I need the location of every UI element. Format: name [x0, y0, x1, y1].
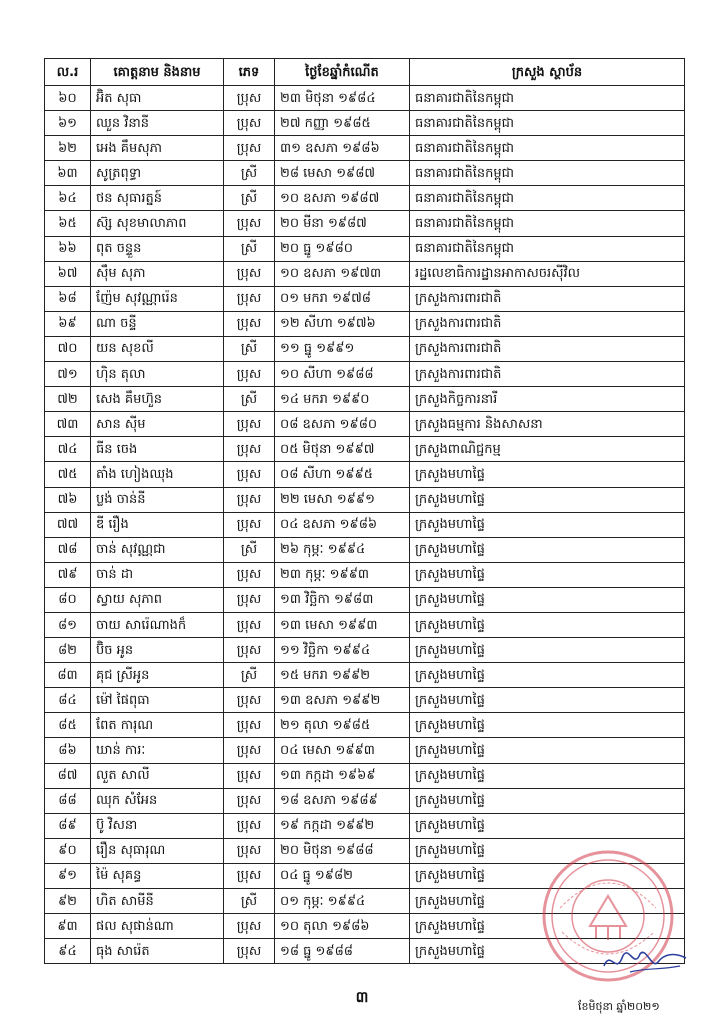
cell-sex: ប្រុស [224, 688, 275, 713]
cell-birthdate: ១៤ មករា ១៩៩០ [275, 387, 410, 412]
cell-ministry: ក្រសួងមហាផ្ទៃ [410, 638, 685, 663]
cell-ministry: ក្រសួងមហាផ្ទៃ [410, 512, 685, 537]
cell-ministry: ក្រសួងការពារជាតិ [410, 286, 685, 311]
cell-ministry: ក្រសួងពាណិជ្ជកម្ម [410, 437, 685, 462]
cell-number: ៩៣ [45, 914, 91, 939]
cell-number: ៦១ [45, 111, 91, 136]
cell-number: ៧៩ [45, 562, 91, 587]
cell-sex: ស្រី [224, 186, 275, 211]
table-row [45, 211, 685, 236]
cell-birthdate: ១១ ធ្នូ ១៩៩១ [275, 336, 410, 361]
cell-number: ៧២ [45, 387, 91, 412]
cell-birthdate: ២៨ មេសា ១៩៨៧ [275, 161, 410, 186]
table-row [45, 462, 685, 487]
cell-birthdate: ១៩ កក្កដា ១៩៩២ [275, 813, 410, 838]
cell-number: ៨០ [45, 587, 91, 612]
table-row [45, 186, 685, 211]
cell-number: ៩០ [45, 838, 91, 863]
cell-name: ចាន់ ដា [91, 562, 224, 587]
cell-name: ស៊្ស សុខមាលាភាព [91, 211, 224, 236]
cell-ministry: ធនាគារជាតិនៃកម្ពុជា [410, 236, 685, 261]
cell-sex: ប្រុស [224, 111, 275, 136]
cell-name: ឃាន់ ការៈ [91, 738, 224, 763]
cell-ministry: ក្រសួងមហាផ្ទៃ [410, 612, 685, 637]
cell-number: ៨៦ [45, 738, 91, 763]
cell-sex: ស្រី [224, 387, 275, 412]
cell-name: ធីន ចេង [91, 437, 224, 462]
cell-name: សូត្រពុទ្ធា [91, 161, 224, 186]
table-row [45, 311, 685, 336]
cell-name: ឌី រឿង [91, 512, 224, 537]
cell-sex: ប្រុស [224, 587, 275, 612]
cell-ministry: ក្រសួងមហាផ្ទៃ [410, 863, 685, 888]
cell-ministry: ក្រសួងមហាផ្ទៃ [410, 462, 685, 487]
cell-sex: ប្រុស [224, 838, 275, 863]
cell-ministry: ធនាគារជាតិនៃកម្ពុជា [410, 111, 685, 136]
cell-number: ៦៣ [45, 161, 91, 186]
table-row [45, 512, 685, 537]
cell-number: ៦៨ [45, 286, 91, 311]
page-number: ៣ [355, 988, 369, 1006]
table-row [45, 663, 685, 688]
cell-birthdate: ១៥ មករា ១៩៩២ [275, 663, 410, 688]
handwritten-signature [600, 940, 690, 980]
header-number: ល.រ [45, 59, 91, 86]
cell-name: សាន ស៊ីម [91, 412, 224, 437]
cell-birthdate: ២២ មេសា ១៩៩១ [275, 487, 410, 512]
cell-name: ថន សុធារត្នន៍ [91, 186, 224, 211]
cell-number: ៨១ [45, 612, 91, 637]
table-row [45, 236, 685, 261]
cell-sex: ប្រុស [224, 788, 275, 813]
cell-sex: ប្រុស [224, 612, 275, 637]
table-row [45, 562, 685, 587]
cell-sex: ប្រុស [224, 412, 275, 437]
table-row [45, 412, 685, 437]
cell-sex: ប្រុស [224, 638, 275, 663]
cell-ministry: ក្រសួងមហាផ្ទៃ [410, 763, 685, 788]
table-row [45, 161, 685, 186]
cell-birthdate: ១០ ឧសភា ១៩៧៣ [275, 261, 410, 286]
table-header-row [45, 59, 685, 86]
cell-birthdate: ២៦ កុម្ភៈ ១៩៩៤ [275, 537, 410, 562]
cell-ministry: ក្រសួងមហាផ្ទៃ [410, 688, 685, 713]
cell-ministry: ក្រសួងមហាផ្ទៃ [410, 537, 685, 562]
cell-number: ៧៦ [45, 487, 91, 512]
cell-name: ឈុក សំអែន [91, 788, 224, 813]
cell-name: ចាយ សារ៉េណាងក៏ [91, 612, 224, 637]
cell-number: ៦៩ [45, 311, 91, 336]
cell-sex: ប្រុស [224, 487, 275, 512]
cell-ministry: ធនាគារជាតិនៃកម្ពុជា [410, 211, 685, 236]
cell-ministry: ក្រសួងមហាផ្ទៃ [410, 838, 685, 863]
cell-birthdate: ២៣ កុម្ភៈ ១៩៩៣ [275, 562, 410, 587]
table-body [45, 86, 685, 964]
cell-name: អេង គឹមសុភា [91, 136, 224, 161]
cell-number: ៧១ [45, 362, 91, 387]
table-row [45, 612, 685, 637]
cell-sex: ប្រុស [224, 211, 275, 236]
cell-number: ៦៦ [45, 236, 91, 261]
personnel-table [44, 58, 685, 964]
table-row [45, 487, 685, 512]
cell-name: ប្លង់ ចាន់នី [91, 487, 224, 512]
cell-name: ពុត ចន្ទួន [91, 236, 224, 261]
cell-ministry: ធនាគារជាតិនៃកម្ពុជា [410, 161, 685, 186]
cell-sex: ប្រុស [224, 136, 275, 161]
cell-number: ៨៩ [45, 813, 91, 838]
cell-ministry: ក្រសួងមហាផ្ទៃ [410, 914, 685, 939]
cell-ministry: ក្រសួងមហាផ្ទៃ [410, 487, 685, 512]
cell-number: ៦៥ [45, 211, 91, 236]
cell-sex: ប្រុស [224, 562, 275, 587]
cell-number: ៨៣ [45, 663, 91, 688]
cell-sex: ប្រុស [224, 738, 275, 763]
cell-name: ញ៉ែម សុវណ្ណារ៉េន [91, 286, 224, 311]
cell-birthdate: ១៣ មេសា ១៩៩៣ [275, 612, 410, 637]
cell-birthdate: ២១ តុលា ១៩៨៥ [275, 713, 410, 738]
table-row [45, 713, 685, 738]
cell-number: ៦៤ [45, 186, 91, 211]
cell-birthdate: ០១ មករា ១៩៧៨ [275, 286, 410, 311]
cell-sex: ប្រុស [224, 437, 275, 462]
cell-sex: ប្រុស [224, 86, 275, 111]
cell-birthdate: ០៤ ឧសភា ១៩៨៦ [275, 512, 410, 537]
header-sex: ភេទ [224, 59, 275, 86]
cell-sex: ស្រី [224, 889, 275, 914]
cell-sex: ប្រុស [224, 863, 275, 888]
table-row [45, 763, 685, 788]
table-row [45, 788, 685, 813]
cell-name: ប៊ិច អូន [91, 638, 224, 663]
cell-name: ម៉ៅ ផៃពុធា [91, 688, 224, 713]
cell-name: លួត សាលី [91, 763, 224, 788]
cell-birthdate: ១០ សីហា ១៩៨៨ [275, 362, 410, 387]
cell-birthdate: ១០ តុលា ១៩៨៦ [275, 914, 410, 939]
table-row [45, 738, 685, 763]
cell-birthdate: ០១ កុម្ភៈ ១៩៩៤ [275, 889, 410, 914]
cell-name: ចាន់ សុវណ្ណជា [91, 537, 224, 562]
cell-number: ៧៧ [45, 512, 91, 537]
cell-name: រឿន សុធារុណ [91, 838, 224, 863]
table-row [45, 587, 685, 612]
cell-sex: ប្រុស [224, 914, 275, 939]
cell-name: ណា ចន្ទី [91, 311, 224, 336]
cell-birthdate: ១៣ ឧសភា ១៩៩២ [275, 688, 410, 713]
cell-number: ៨៧ [45, 763, 91, 788]
cell-name: ម៉ៃ សុគន្ធ [91, 863, 224, 888]
cell-number: ៨២ [45, 638, 91, 663]
cell-ministry: ក្រសួងមហាផ្ទៃ [410, 663, 685, 688]
cell-number: ៩២ [45, 889, 91, 914]
cell-birthdate: ១០ ឧសភា ១៩៨៧ [275, 186, 410, 211]
cell-number: ៧៥ [45, 462, 91, 487]
cell-name: ធុង សារ៉េត [91, 939, 224, 964]
cell-sex: ស្រី [224, 236, 275, 261]
table-row [45, 688, 685, 713]
cell-birthdate: ២០ ធ្នូ ១៩៨០ [275, 236, 410, 261]
cell-number: ៨៤ [45, 688, 91, 713]
cell-ministry: ក្រសួងមហាផ្ទៃ [410, 939, 685, 964]
cell-number: ៨៨ [45, 788, 91, 813]
cell-name: ស្វាយ សុភាព [91, 587, 224, 612]
cell-ministry: ក្រសួងមហាផ្ទៃ [410, 562, 685, 587]
cell-ministry: ក្រសួងមហាផ្ទៃ [410, 738, 685, 763]
cell-name: យន សុខលី [91, 336, 224, 361]
cell-sex: ប្រុស [224, 713, 275, 738]
table-row [45, 86, 685, 111]
cell-name: ហិត សាមីនី [91, 889, 224, 914]
table-row [45, 111, 685, 136]
cell-ministry: ក្រសួងកិច្ចការនារី [410, 387, 685, 412]
table-row [45, 437, 685, 462]
table-row [45, 638, 685, 663]
table-row [45, 261, 685, 286]
cell-birthdate: ២៣ មិថុនា ១៩៨៤ [275, 86, 410, 111]
cell-sex: ប្រុស [224, 939, 275, 964]
cell-ministry: ធនាគារជាតិនៃកម្ពុជា [410, 136, 685, 161]
cell-name: សេង គឹមហ៊ួន [91, 387, 224, 412]
table-row [45, 136, 685, 161]
header-name: គោត្តនាម និងនាម [91, 59, 224, 86]
cell-ministry: ក្រសួងមហាផ្ទៃ [410, 889, 685, 914]
table-row [45, 537, 685, 562]
table-row [45, 813, 685, 838]
cell-birthdate: ១៨ ឧសភា ១៩៨៩ [275, 788, 410, 813]
cell-sex: ប្រុស [224, 813, 275, 838]
table-row [45, 286, 685, 311]
table-row [45, 336, 685, 361]
header-ministry: ក្រសួង ស្ថាប័ន [410, 59, 685, 86]
cell-number: ៧០ [45, 336, 91, 361]
cell-sex: ប្រុស [224, 261, 275, 286]
cell-ministry: ក្រសួងមហាផ្ទៃ [410, 587, 685, 612]
cell-birthdate: ២៧ កញ្ញា ១៩៨៥ [275, 111, 410, 136]
cell-name: ឈួន វិនានី [91, 111, 224, 136]
cell-birthdate: ១៨ ធ្នូ ១៩៨៨ [275, 939, 410, 964]
header-birthdate: ថ្ងៃខែឆ្នាំកំណើត [275, 59, 410, 86]
cell-name: ហ៊ិន តុលា [91, 362, 224, 387]
cell-number: ៩១ [45, 863, 91, 888]
cell-number: ៧៣ [45, 412, 91, 437]
cell-sex: ស្រី [224, 161, 275, 186]
cell-number: ៧៨ [45, 537, 91, 562]
cell-birthdate: ១១ វិច្ឆិកា ១៩៩៤ [275, 638, 410, 663]
cell-ministry: ធនាគារជាតិនៃកម្ពុជា [410, 86, 685, 111]
cell-name: ផល សុផាន់ណា [91, 914, 224, 939]
cell-birthdate: ០៥ មិថុនា ១៩៩៧ [275, 437, 410, 462]
cell-name: តាំង ហៀងឈុង [91, 462, 224, 487]
cell-name: ពែត ការុណ [91, 713, 224, 738]
cell-sex: ប្រុស [224, 512, 275, 537]
cell-birthdate: ៣១ ឧសភា ១៩៨៦ [275, 136, 410, 161]
cell-number: ៨៥ [45, 713, 91, 738]
cell-birthdate: ១៣ កក្កដា ១៩៦៩ [275, 763, 410, 788]
cell-sex: ស្រី [224, 336, 275, 361]
cell-sex: ប្រុស [224, 311, 275, 336]
cell-birthdate: ០៤ មេសា ១៩៩៣ [275, 738, 410, 763]
cell-number: ៦០ [45, 86, 91, 111]
cell-birthdate: ០៤ ធ្នូ ១៩៨២ [275, 863, 410, 888]
table-row [45, 387, 685, 412]
cell-ministry: ក្រសួងធម្មការ និងសាសនា [410, 412, 685, 437]
cell-ministry: រដ្ឋលេខាធិការដ្ឋានអាកាសចរស៊ីវិល [410, 261, 685, 286]
cell-number: ៩៤ [45, 939, 91, 964]
cell-birthdate: ១៣ វិច្ឆិកា ១៩៨៣ [275, 587, 410, 612]
cell-sex: ប្រុស [224, 763, 275, 788]
cell-ministry: ក្រសួងមហាផ្ទៃ [410, 713, 685, 738]
cell-number: ៦២ [45, 136, 91, 161]
cell-ministry: ក្រសួងមហាផ្ទៃ [410, 788, 685, 813]
footer-date-note: ខែមិថុនា ឆ្នាំ២០២១ [578, 1000, 660, 1013]
cell-name: ស៊ឹម សុភា [91, 261, 224, 286]
cell-sex: ប្រុស [224, 362, 275, 387]
cell-ministry: ក្រសួងការពារជាតិ [410, 362, 685, 387]
cell-ministry: ក្រសួងការពារជាតិ [410, 311, 685, 336]
document-table-container [44, 58, 684, 964]
cell-birthdate: ១២ សីហា ១៩៧៦ [275, 311, 410, 336]
table-row [45, 362, 685, 387]
cell-name: ប៊ូ វិសនា [91, 813, 224, 838]
cell-number: ៦៧ [45, 261, 91, 286]
cell-name: គុជ ស្រីអូន [91, 663, 224, 688]
cell-name: អ៊ិត សុធា [91, 86, 224, 111]
cell-birthdate: ២០ មីនា ១៩៨៧ [275, 211, 410, 236]
cell-ministry: ធនាគារជាតិនៃកម្ពុជា [410, 186, 685, 211]
cell-birthdate: ០៨ សីហា ១៩៩៥ [275, 462, 410, 487]
cell-birthdate: ០៨ ឧសភា ១៩៨០ [275, 412, 410, 437]
cell-number: ៧៤ [45, 437, 91, 462]
cell-sex: ប្រុស [224, 286, 275, 311]
cell-birthdate: ២០ មិថុនា ១៩៨៨ [275, 838, 410, 863]
cell-sex: ប្រុស [224, 462, 275, 487]
cell-ministry: ក្រសួងមហាផ្ទៃ [410, 813, 685, 838]
cell-sex: ស្រី [224, 663, 275, 688]
cell-ministry: ក្រសួងការពារជាតិ [410, 336, 685, 361]
cell-sex: ស្រី [224, 537, 275, 562]
